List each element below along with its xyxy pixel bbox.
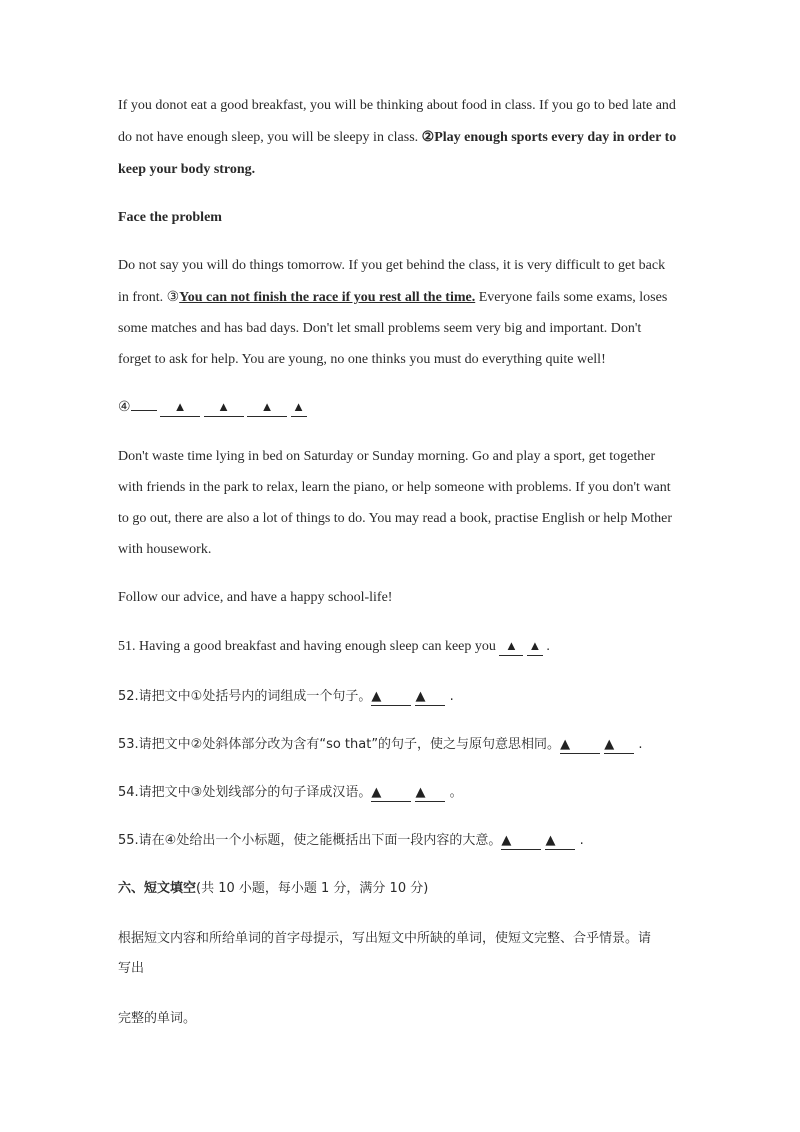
answer-blank[interactable] (247, 399, 287, 417)
paragraph-line (118, 448, 655, 466)
bold-sentence: keep your body strong. (118, 162, 256, 177)
answer-blank[interactable] (371, 689, 411, 706)
answer-blank[interactable] (604, 737, 634, 754)
heading-text: Face the problem (118, 210, 222, 225)
triangle-icon: ▲ (545, 833, 556, 848)
answer-blank[interactable] (560, 737, 600, 754)
paragraph-line (118, 479, 671, 497)
section-heading (118, 209, 222, 227)
question-text: 52.请把文中①处括号内的词组成一个句子。 (118, 689, 372, 704)
paragraph-line (118, 541, 211, 559)
question-text: 54.请把文中③处划线部分的句子译成汉语。 (118, 785, 372, 800)
paragraph-line (118, 129, 676, 147)
triangle-icon: ▲ (528, 638, 542, 653)
question-text: 55.请在④处给出一个小标题，使之能概括出下面一段内容的大意。 (118, 833, 502, 848)
triangle-icon: ▲ (260, 399, 274, 414)
paragraph-line (118, 510, 672, 528)
instruction-line (118, 930, 651, 948)
instruction-text: 写出 (118, 961, 145, 976)
question-55 (118, 832, 584, 850)
answer-blank[interactable] (415, 689, 445, 706)
text: Don't waste time lying in bed on Saturday or Sunday morning. Go and play a sport, get together (118, 449, 656, 464)
answer-blank[interactable] (501, 833, 541, 850)
answer-blank[interactable] (415, 785, 445, 802)
triangle-icon: ▲ (604, 737, 615, 752)
paragraph-line (118, 320, 641, 338)
answer-blank[interactable] (545, 833, 575, 850)
question-end: . (634, 737, 643, 752)
question-54 (118, 784, 463, 802)
triangle-icon: ▲ (504, 638, 518, 653)
circled-marker: ④ (118, 400, 131, 415)
text: with friends in the park to relax, learn the piano, or help someone with problems. If you don't want (118, 480, 671, 495)
text: Do not say you will do things tomorrow. If you get behind the class, it is very difficult to get back (118, 258, 666, 273)
question-53 (118, 736, 642, 754)
instruction-text: 完整的单词。 (118, 1011, 197, 1026)
title-blank-line (118, 399, 307, 417)
instruction-line (118, 960, 144, 978)
triangle-icon: ▲ (371, 785, 382, 800)
bold-sentence: ②Play enough sports every day in order to (421, 130, 677, 145)
text: Follow our advice, and have a happy school-life! (118, 590, 393, 605)
paragraph-line (118, 351, 606, 369)
triangle-icon: ▲ (560, 737, 571, 752)
answer-blank[interactable] (204, 399, 244, 417)
answer-blank[interactable] (371, 785, 411, 802)
triangle-icon: ▲ (501, 833, 512, 848)
triangle-icon: ▲ (415, 689, 426, 704)
question-end: . (445, 689, 454, 704)
triangle-icon: ▲ (415, 785, 426, 800)
answer-blank[interactable] (291, 399, 307, 417)
text: some matches and has bad days. Don't let small problems seem very big and important. Don't (118, 321, 642, 336)
text: Everyone fails some exams, loses (475, 290, 668, 305)
paragraph-line (118, 289, 667, 307)
text: do not have enough sleep, you will be sleepy in class. (118, 130, 422, 145)
answer-blank[interactable] (131, 410, 157, 411)
question-text: 53.请把文中②处斜体部分改为含有“so that”的句子，使之与原句意思相同。 (118, 737, 561, 752)
instruction-line (118, 1010, 196, 1028)
section-title-rest: (共 10 小题，每小题 1 分，满分 10 分) (196, 881, 429, 896)
paragraph-line (118, 97, 676, 115)
instruction-text: 根据短文内容和所给单词的首字母提示，写出短文中所缺的单词，使短文完整、合乎情景。请 (118, 931, 652, 946)
underlined-sentence: You can not finish the race if you rest all the time. (179, 290, 476, 305)
triangle-icon: ▲ (371, 689, 382, 704)
question-end: . (575, 833, 584, 848)
section-title-bold: 六、短文填空 (118, 881, 197, 896)
text: to go out, there are also a lot of things to do. You may read a book, practise English or help Mother (118, 511, 673, 526)
text: forget to ask for help. You are young, no one thinks you must do everything quite well! (118, 352, 606, 367)
question-end: . (542, 639, 550, 654)
paragraph-line (118, 161, 255, 179)
triangle-icon: ▲ (173, 399, 187, 414)
answer-blank[interactable] (160, 399, 200, 417)
text: If you donot eat a good breakfast, you will be thinking about food in class. If you go to bed late and (118, 98, 676, 113)
paragraph-line (118, 257, 665, 275)
question-text: 51. Having a good breakfast and having enough sleep can keep you (118, 639, 500, 654)
closing-line (118, 589, 392, 607)
triangle-icon: ▲ (292, 399, 305, 414)
answer-blank[interactable] (527, 638, 543, 656)
question-end: 。 (445, 785, 463, 800)
triangle-icon: ▲ (217, 399, 230, 414)
text: in front. ③ (118, 290, 180, 305)
question-52 (118, 688, 454, 706)
text: with housework. (118, 542, 212, 557)
answer-blank[interactable] (499, 638, 523, 656)
section-6-title (118, 880, 428, 898)
question-51 (118, 638, 550, 656)
